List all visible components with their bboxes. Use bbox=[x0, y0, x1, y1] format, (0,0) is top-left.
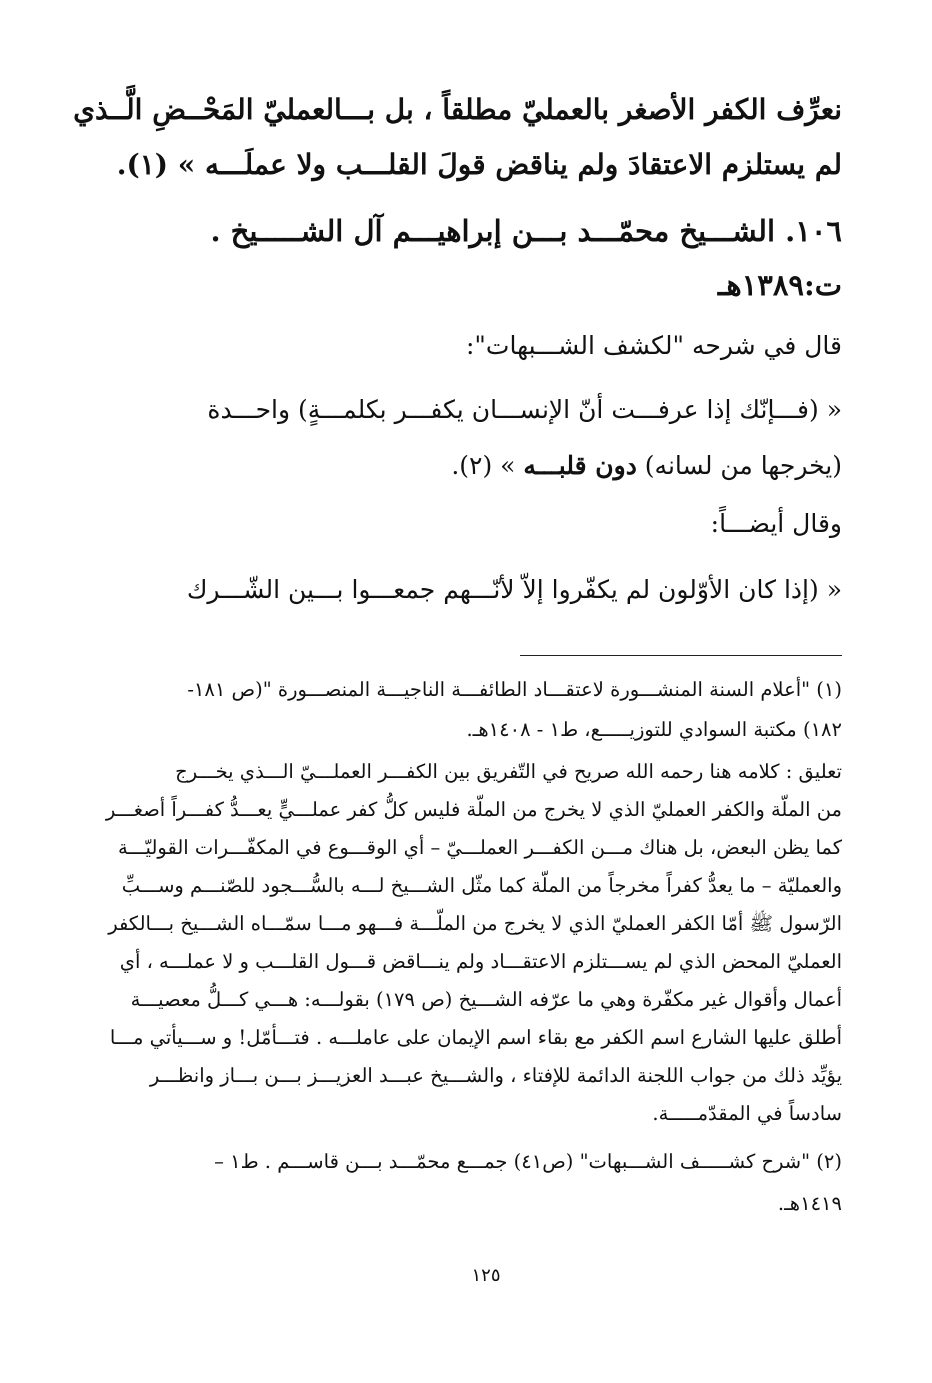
quote-end: » (٢). bbox=[451, 451, 524, 480]
intro-text: وقال أيضـــاً: bbox=[710, 509, 842, 538]
comment-line: العمليّ المحض الذي لم يســـتلزم الاعتقـــاد ولم ينـــاقض قـــول القلـــب و لا عملـــه ، أي bbox=[119, 950, 842, 973]
comment-line: يؤيِّد ذلك من جواب اللجنة الدائمة للإفتاء ، والشـــيخ عبـــد العزيـــز بـــن بـــاز وانظـــر bbox=[149, 1064, 842, 1087]
section-heading-date: ت:١٣٨٩هـ bbox=[717, 268, 842, 302]
page-number: ١٢٥ bbox=[471, 1265, 501, 1286]
footnote-line: (١) "أعلام السنة المنشـــورة لاعتقـــاد الطائفـــة الناجيـــة المنصـــورة "(ص ١٨١- bbox=[187, 678, 842, 701]
quote-line: « (إذا كان الأوّلون لم يكفّروا إلاّ لأنّـــهم جمعـــوا بـــين الشّـــرك bbox=[186, 575, 842, 604]
section-heading: ١٠٦. الشـــيخ محمّـــد بـــن إبراهيـــم آل الشـــــيخ . bbox=[210, 214, 842, 248]
footnote-divider bbox=[520, 655, 842, 656]
quote-text: (يخرجها من لسانه) bbox=[636, 451, 842, 480]
comment-line: سادساً في المقدّمـــــة. bbox=[652, 1102, 842, 1125]
comment-line: أطلق عليها الشارع اسم الكفر مع بقاء اسم الإيمان على عاملـــه . فتـــأمّل! و ســـيأتي مـــا bbox=[109, 1026, 842, 1049]
comment-line: كما يظن البعض، بل هناك مـــن الكفـــر العملـــيّ – أي الوقـــوع في المكفّـــرات القوليّـــة bbox=[117, 836, 842, 859]
comment-line: والعمليّة – ما يعدُّ كفراً مخرجاً من الملّة كما مثّل الشـــيخ لـــه بالسُّـــجود للصّنـــم وســـبِّ bbox=[121, 874, 842, 897]
paragraph-line: نعرِّف الكفر الأصغر بالعمليّ مطلقاً ، بل بـــالعمليّ المَحْــضِ الَّــذي bbox=[73, 93, 842, 126]
paragraph-line: لم يستلزم الاعتقادَ ولم يناقض قولَ القلـــب ولا عملَـــه » (١). bbox=[116, 148, 842, 181]
comment-line: تعليق : كلامه هنا رحمه الله صريح في التّفريق بين الكفـــر العملـــيّ الـــذي يخـــرج bbox=[175, 760, 842, 783]
footnote-line: (٢) "شرح كشـــــف الشـــبهات" (ص٤١) جمـــع محمّـــد بـــن قاســـم . ط١ – bbox=[214, 1150, 842, 1173]
intro-text: قال في شرحه "لكشف الشـــبهات": bbox=[466, 331, 842, 360]
quote-line: « (فـــإنّك إذا عرفـــت أنّ الإنســـان يكفـــر بكلمـــةٍ) واحـــدة bbox=[207, 395, 842, 424]
footnote-line: ١٤١٩هـ. bbox=[777, 1192, 842, 1215]
quote-emphasis: دون قلبـــه bbox=[523, 451, 637, 480]
comment-line: الرّسول ﷺ أمّا الكفر العمليّ الذي لا يخرج من الملّـــة فـــهو مـــا سمّـــاه الشـــيخ بـــالكفر bbox=[108, 912, 842, 935]
page bbox=[73, 60, 842, 1360]
footnote-line: ١٨٢) مكتبة السوادي للتوزيـــــع، ط١ - ١٤٠٨هـ. bbox=[466, 718, 842, 741]
comment-line: أعمال وأقوال غير مكفّرة وهي ما عرّفه الشـــيخ (ص ١٧٩) بقولـــه: هـــي كـــلُّ معصيـــة bbox=[130, 988, 842, 1011]
quote-line bbox=[130, 436, 842, 496]
comment-line: من الملّة والكفر العمليّ الذي لا يخرج من الملّة فليس كلُّ كفر عملـــيٍّ يعـــدُّ كفـــراً أصغـــر bbox=[105, 798, 842, 821]
